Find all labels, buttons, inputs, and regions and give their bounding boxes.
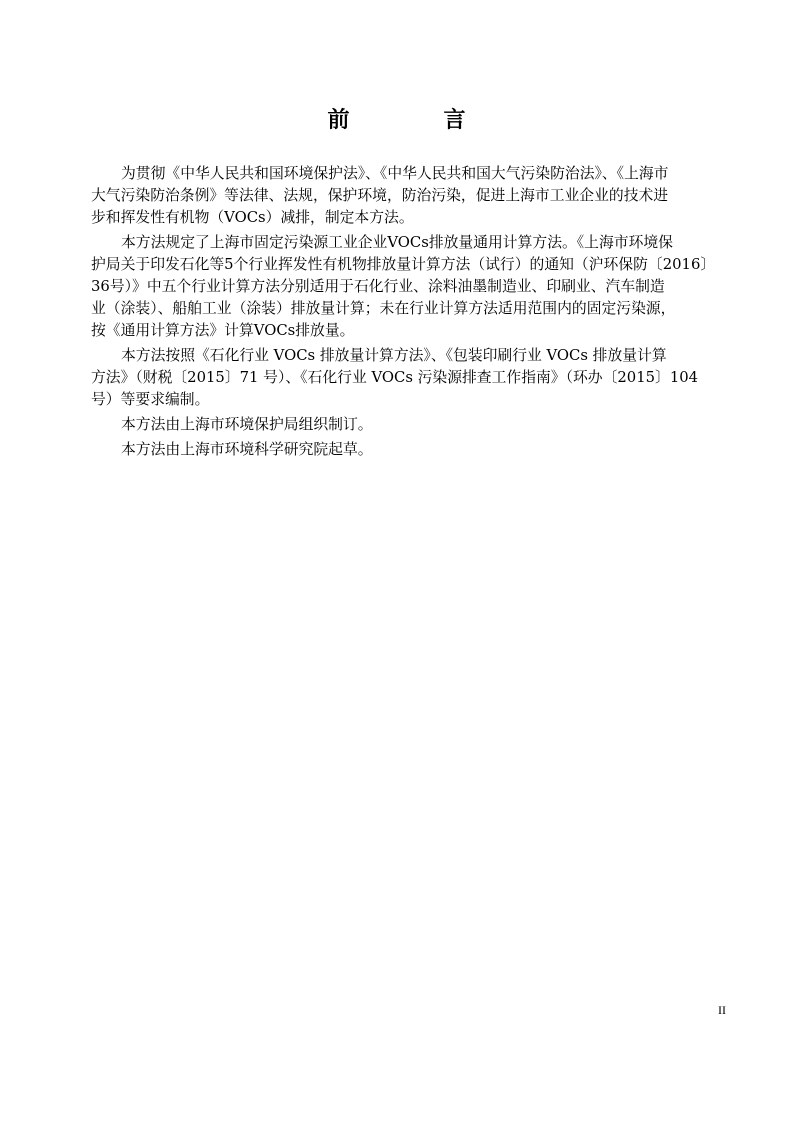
page-title: 前 言	[327, 107, 502, 133]
body-text	[91, 163, 716, 464]
paragraph-scope: 本方法规定了上海市固定污染源工业企业VOCs排放量通用计算方法。《上海市环境保 护局关于印发石化等5个行业挥发性有机物排放量计算方法（试行）的通知（沪环保防〔2016〕 36号）》中五个行业计算方法分别适用于石化行业、涂料油墨制造业、印刷业、汽车制造 业（涂装）、船舶工业（涂装）排放量计算；未在行业计算方法适用范围内的固定污染源， 按《通用计算方法》计算VOCs排放量。	[91, 234, 716, 339]
paragraph-drafter: 本方法由上海市环境科学研究院起草。	[121, 441, 373, 458]
paragraph-purpose: 为贯彻《中华人民共和国环境保护法》、《中华人民共和国大气污染防治法》、《上海市 大气污染防治条例》等法律、法规，保护环境，防治污染，促进上海市工业企业的技术进 步和挥发性有机物（VOCs）减排，制定本方法。	[91, 165, 669, 226]
paragraph-references: 本方法按照《石化行业 VOCs 排放量计算方法》、《包装印刷行业 VOCs 排放量计算 方法》（财税〔2015〕71 号）、《石化行业 VOCs 污染源排查工作指南》（环办〔2015〕104 号）等要求编制。	[91, 347, 699, 408]
page-number: II	[718, 1003, 726, 1017]
paragraph-organizer: 本方法由上海市环境保护局组织制订。	[121, 416, 373, 433]
